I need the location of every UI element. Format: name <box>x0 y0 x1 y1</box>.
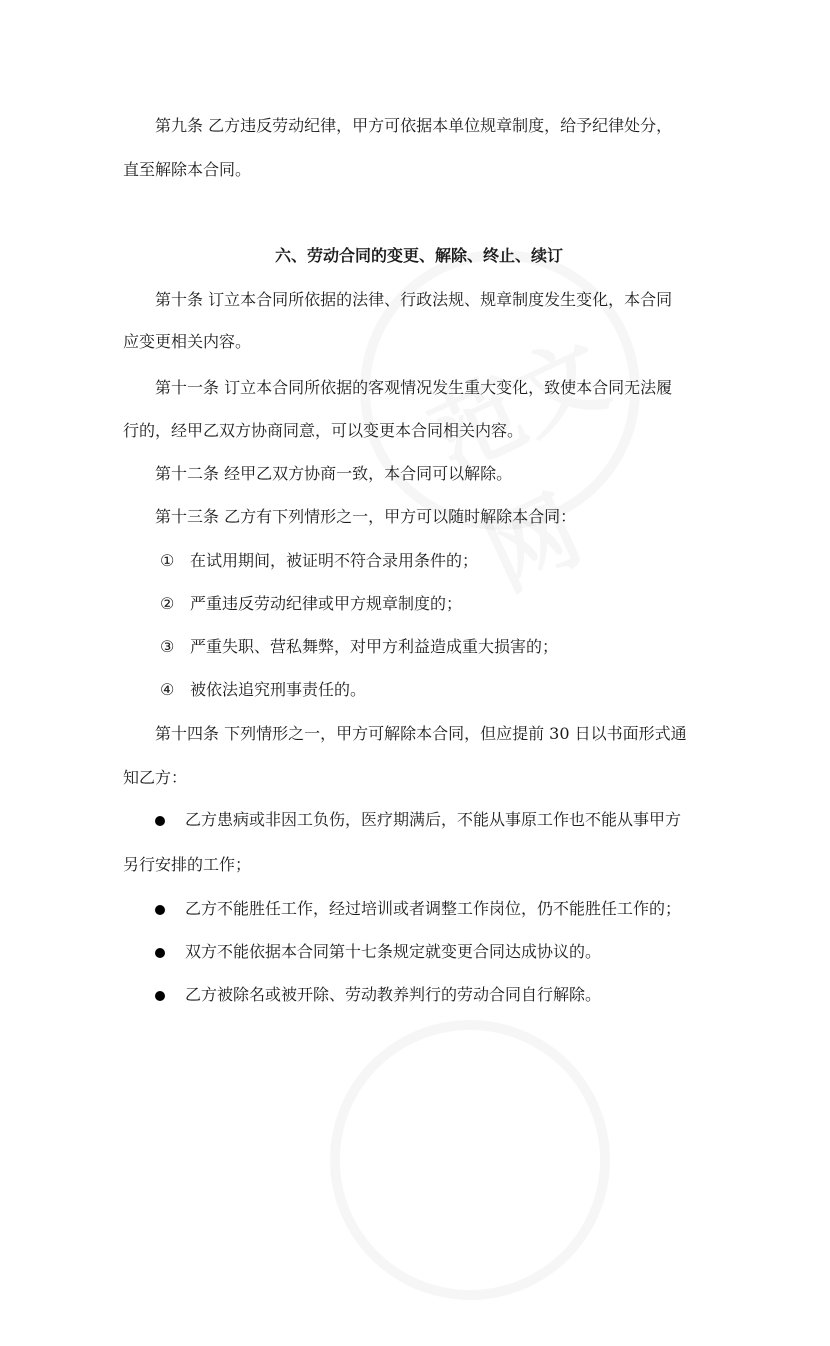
section-title: 六、劳动合同的变更、解除、终止、续订 <box>275 246 564 265</box>
item-number: ④ <box>160 680 175 699</box>
bullet-icon <box>155 816 165 826</box>
article-10-line-1: 第十条 订立本合同所依据的法律、行政法规、规章制度发生变化，本合同 <box>155 290 673 309</box>
article-13-intro: 第十三条 乙方有下列情形之一，甲方可以随时解除本合同： <box>155 507 577 526</box>
bullet-icon <box>155 948 165 958</box>
article-11-line-1: 第十一条 订立本合同所依据的客观情况发生重大变化，致使本合同无法履 <box>155 378 673 397</box>
item-text: 严重违反劳动纪律或甲方规章制度的； <box>190 594 463 613</box>
article-13-item-3 <box>160 635 558 659</box>
article-14-bullet-1 <box>155 808 681 832</box>
article-11-line-2: 行的，经甲乙双方协商同意，可以变更本合同相关内容。 <box>123 421 524 440</box>
bullet-icon <box>155 991 165 1001</box>
watermark-stamp <box>284 974 656 1346</box>
article-14-bullet-1-cont: 另行安排的工作； <box>123 855 252 874</box>
article-14-bullet-3 <box>155 940 601 964</box>
bullet-text: 双方不能依据本合同第十七条规定就变更合同达成协议的。 <box>185 942 602 961</box>
bullet-icon <box>155 905 165 915</box>
item-text: 严重失职、营私舞弊，对甲方利益造成重大损害的； <box>190 637 559 656</box>
bullet-text: 乙方不能胜任工作，经过培训或者调整工作岗位，仍不能胜任工作的； <box>185 899 682 918</box>
article-14-line-2: 知乙方： <box>123 768 188 787</box>
article-9-line-2: 直至解除本合同。 <box>123 160 252 179</box>
article-13-item-1 <box>160 549 478 573</box>
item-number: ① <box>160 551 175 570</box>
article-13-item-4 <box>160 678 366 702</box>
article-14-bullet-4 <box>155 983 601 1007</box>
article-12: 第十二条 经甲乙双方协商一致，本合同可以解除。 <box>155 464 513 483</box>
article-10-line-2: 应变更相关内容。 <box>123 332 252 351</box>
item-number: ③ <box>160 637 175 656</box>
item-text: 在试用期间，被证明不符合录用条件的； <box>190 551 479 570</box>
item-text: 被依法追究刑事责任的。 <box>190 680 367 699</box>
article-13-item-2 <box>160 592 462 616</box>
article-14-line-1: 第十四条 下列情形之一，甲方可解除本合同，但应提前 30 日以书面形式通 <box>155 724 687 743</box>
bullet-text: 乙方被除名或被开除、劳动教养判行的劳动合同自行解除。 <box>185 985 602 1004</box>
item-number: ② <box>160 594 175 613</box>
bullet-text: 乙方患病或非因工负伤，医疗期满后，不能从事原工作也不能从事甲方 <box>185 810 682 829</box>
article-14-bullet-2 <box>155 897 681 921</box>
article-9-line-1: 第九条 乙方违反劳动纪律，甲方可依据本单位规章制度，给予纪律处分， <box>155 116 673 135</box>
